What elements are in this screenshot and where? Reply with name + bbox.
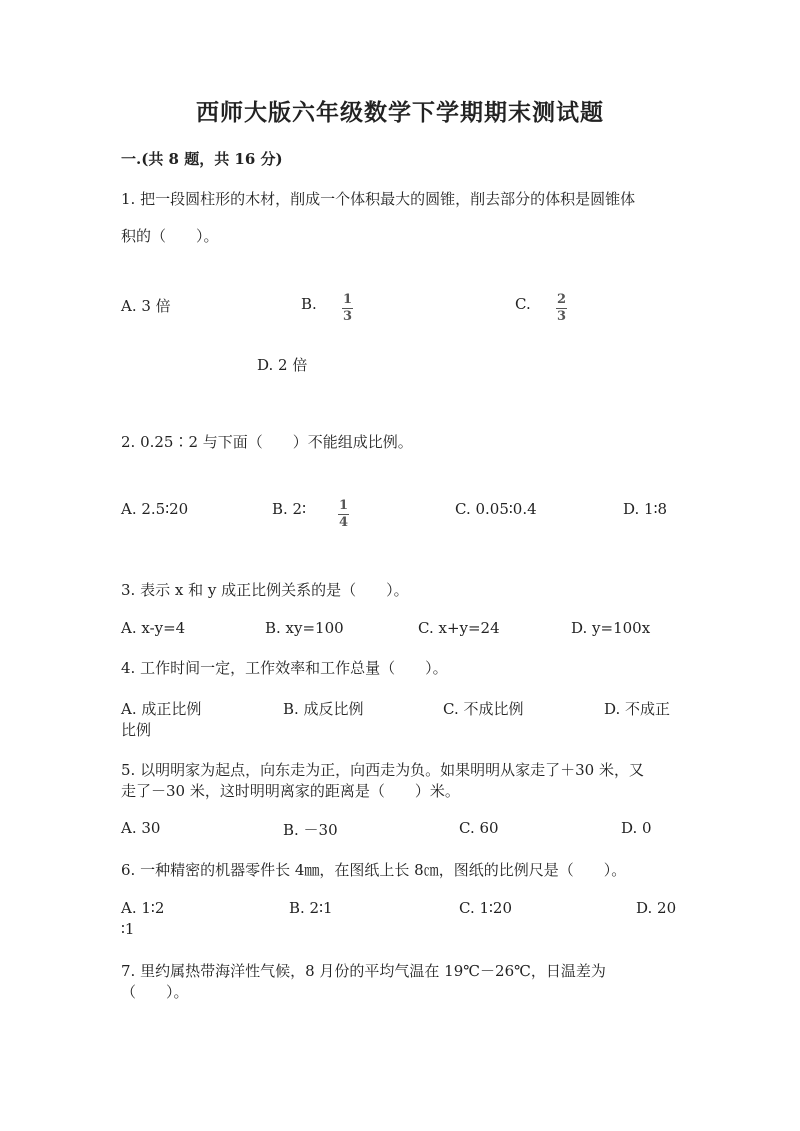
question-7-line-1: 7. 里约属热带海洋性气候，8 月份的平均气温在 19℃－26℃，日温差为 — [121, 962, 606, 980]
fraction-denominator: 3 — [556, 309, 567, 324]
q6-option-d-continued: ∶1 — [121, 920, 135, 938]
question-5-line-2: 走了－30 米，这时明明离家的距离是（ ）米。 — [121, 782, 460, 800]
q2-option-b[interactable] — [272, 500, 306, 518]
q1-option-b-prefix: B. — [301, 295, 317, 313]
fraction-numerator: 2 — [556, 292, 567, 307]
question-2-line-1: 2. 0.25∶2 与下面（ ）不能组成比例。 — [121, 433, 413, 451]
q4-option-b[interactable]: B. 成反比例 — [283, 700, 364, 718]
q6-option-b[interactable]: B. 2∶1 — [289, 899, 333, 917]
q4-option-d[interactable]: D. 不成正 — [604, 700, 671, 718]
fraction-denominator: 4 — [338, 515, 349, 530]
q6-option-c[interactable]: C. 1∶20 — [459, 899, 513, 917]
q1-option-c-fraction — [556, 288, 567, 324]
q1-option-c-prefix: C. — [515, 295, 531, 313]
q5-option-d[interactable]: D. 0 — [621, 819, 652, 837]
question-4-line-1: 4. 工作时间一定，工作效率和工作总量（ ）。 — [121, 659, 448, 677]
q5-option-a[interactable]: A. 30 — [121, 819, 161, 837]
q2-option-b-prefix: B. 2∶ — [272, 500, 307, 518]
q6-option-d[interactable]: D. 20 — [636, 899, 677, 917]
q4-option-a[interactable]: A. 成正比例 — [121, 700, 202, 718]
question-7-line-2: （ ）。 — [121, 983, 189, 1001]
q2-option-c[interactable]: C. 0.05∶0.4 — [455, 500, 537, 518]
q2-option-b-fraction — [338, 494, 349, 530]
q1-option-d[interactable]: D. 2 倍 — [257, 356, 308, 374]
question-6-line-1: 6. 一种精密的机器零件长 4㎜，在图纸上长 8㎝，图纸的比例尺是（ ）。 — [121, 861, 627, 879]
q4-option-c[interactable]: C. 不成比例 — [443, 700, 524, 718]
fraction-denominator: 3 — [342, 309, 353, 324]
q2-option-d[interactable]: D. 1∶8 — [623, 500, 668, 518]
q3-option-c[interactable]: C. x+y=24 — [418, 619, 500, 637]
q3-option-b[interactable]: B. xy=100 — [265, 619, 344, 637]
page-title: 西师大版六年级数学下学期期末测试题 — [196, 99, 604, 126]
q4-option-d-continued: 比例 — [121, 721, 152, 739]
q1-option-b[interactable] — [301, 295, 317, 313]
q3-option-d[interactable]: D. y=100x — [571, 619, 651, 637]
q2-option-a[interactable]: A. 2.5∶20 — [121, 500, 189, 518]
q6-option-a[interactable]: A. 1∶2 — [121, 899, 165, 917]
q3-option-a[interactable]: A. x-y=4 — [121, 619, 186, 637]
q1-option-c[interactable] — [515, 295, 531, 313]
question-5-line-1: 5. 以明明家为起点，向东走为正，向西走为负。如果明明从家走了＋30 米，又 — [121, 761, 644, 779]
q1-option-b-fraction — [342, 288, 353, 324]
q5-option-b[interactable]: B. －30 — [283, 821, 338, 839]
question-1-line-1: 1. 把一段圆柱形的木材，削成一个体积最大的圆锥，削去部分的体积是圆锥体 — [121, 190, 636, 208]
fraction-numerator: 1 — [342, 292, 353, 307]
q1-option-a[interactable]: A. 3 倍 — [121, 297, 171, 315]
question-3-line-1: 3. 表示 x 和 y 成正比例关系的是（ ）。 — [121, 581, 409, 599]
fraction-numerator: 1 — [338, 498, 349, 513]
q5-option-c[interactable]: C. 60 — [459, 819, 499, 837]
section-heading: 一.(共 8 题，共 16 分) — [121, 150, 283, 168]
question-1-line-2: 积的（ ）。 — [121, 227, 219, 245]
